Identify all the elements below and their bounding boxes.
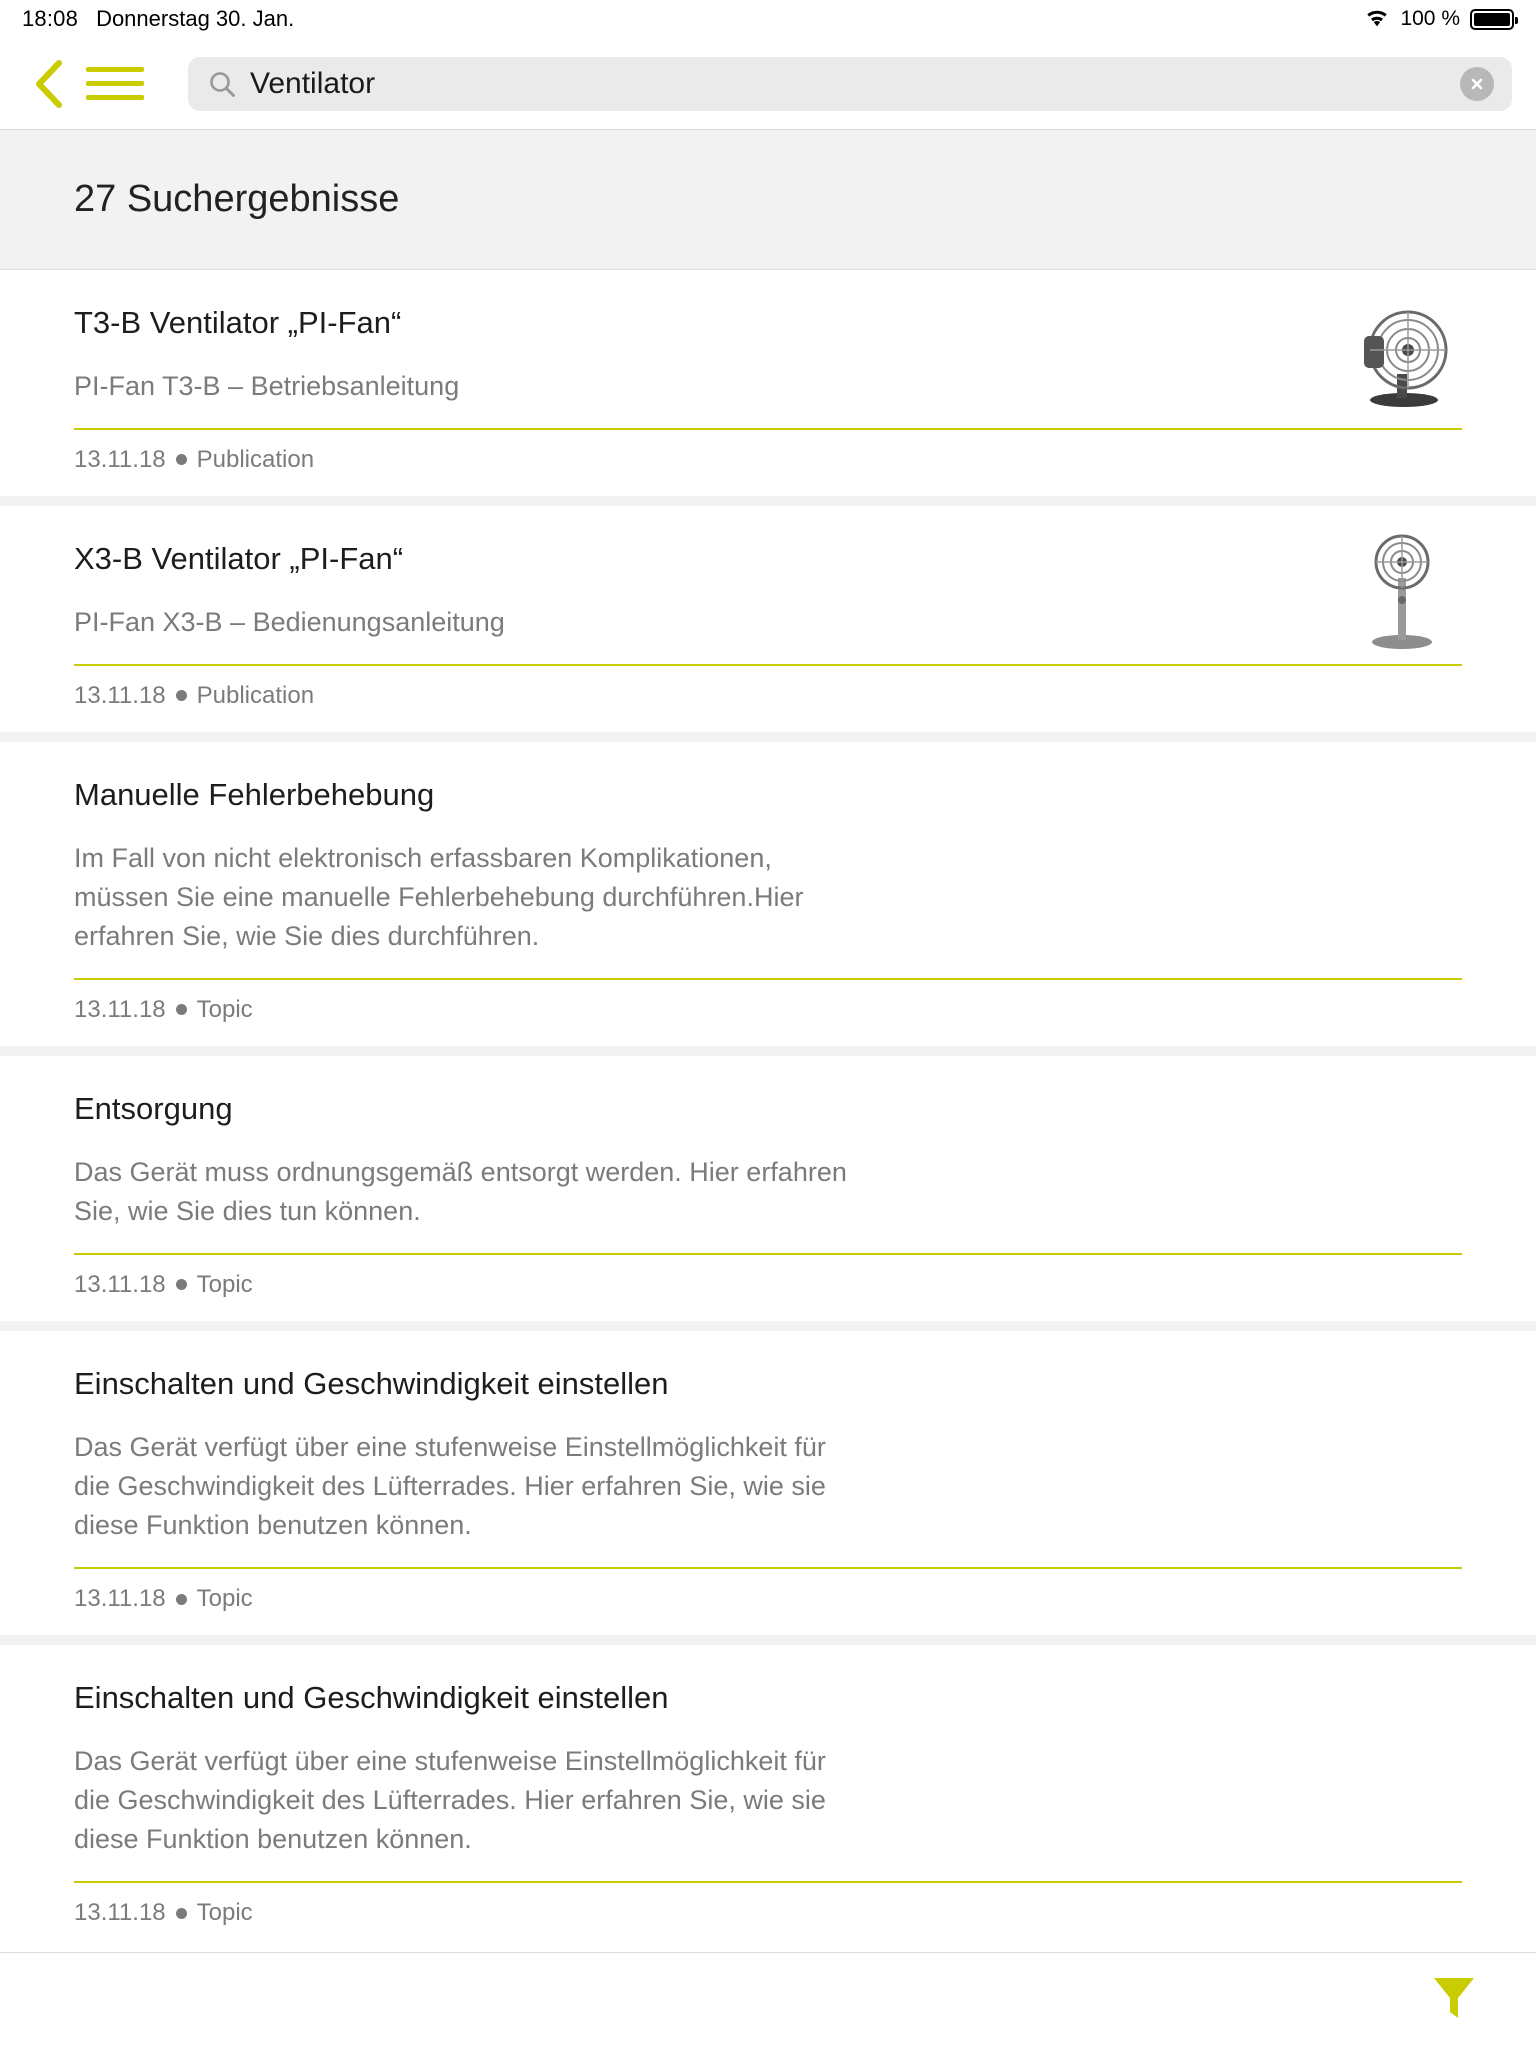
result-title: Manuelle Fehlerbehebung xyxy=(74,776,435,812)
search-field[interactable] xyxy=(188,57,1512,111)
hamburger-menu-button[interactable] xyxy=(86,54,158,114)
search-results-list xyxy=(0,270,1536,1949)
filter-button[interactable] xyxy=(1428,1975,1480,2027)
result-description: Das Gerät verfügt über eine stufenweise Einstellmöglichkeit für die Geschwindigkeit des Lüfterrades. Hier erfahren Sie, wie sie diese Funktion benutzen können. xyxy=(74,1745,826,1855)
results-count-label: 27 Suchergebnisse xyxy=(74,178,400,220)
search-input[interactable] xyxy=(236,67,1460,101)
table-fan-image xyxy=(1342,296,1462,416)
bottom-toolbar xyxy=(0,1952,1536,2048)
result-meta xyxy=(74,666,1462,732)
result-type: Publication xyxy=(196,445,315,473)
result-meta xyxy=(74,1569,1462,1635)
result-meta xyxy=(74,430,1462,496)
search-icon xyxy=(208,70,236,98)
result-type: Topic xyxy=(196,1585,253,1613)
meta-dot-icon xyxy=(176,1279,187,1290)
status-bar-left xyxy=(22,6,294,32)
result-date: 13.11.18 xyxy=(74,1270,166,1298)
result-meta xyxy=(74,1883,1462,1949)
result-title: Einschalten und Geschwindigkeit einstellen xyxy=(74,1680,669,1716)
result-date: 13.11.18 xyxy=(74,1899,166,1927)
battery-icon xyxy=(1470,9,1514,30)
result-description: PI-Fan T3-B – Betriebsanleitung xyxy=(74,370,460,401)
result-meta xyxy=(74,980,1462,1046)
result-description: Das Gerät muss ordnungsgemäß entsorgt werden. Hier erfahren Sie, wie Sie dies tun können. xyxy=(74,1156,847,1226)
result-date: 13.11.18 xyxy=(74,445,166,473)
battery-percent-label: 100 % xyxy=(1400,7,1460,30)
result-date: 13.11.18 xyxy=(74,995,166,1023)
clear-search-button[interactable] xyxy=(1460,67,1494,101)
search-toolbar xyxy=(0,38,1536,130)
result-type: Topic xyxy=(196,995,253,1023)
result-title: X3-B Ventilator „PI-Fan“ xyxy=(74,540,404,576)
results-header xyxy=(0,130,1536,270)
meta-dot-icon xyxy=(176,1594,187,1605)
result-date: 13.11.18 xyxy=(74,1585,166,1613)
filter-funnel-icon xyxy=(1431,1974,1477,2027)
result-description: Das Gerät verfügt über eine stufenweise Einstellmöglichkeit für die Geschwindigkeit des Lüfterrades. Hier erfahren Sie, wie sie diese Funktion benutzen können. xyxy=(74,1431,826,1541)
status-bar xyxy=(0,0,1536,38)
result-item[interactable] xyxy=(0,742,1536,1046)
back-button[interactable] xyxy=(26,54,72,114)
result-meta xyxy=(74,1255,1462,1321)
result-title: T3-B Ventilator „PI-Fan“ xyxy=(74,305,402,340)
result-item[interactable] xyxy=(0,506,1536,732)
result-description: PI-Fan X3-B – Bedienungsanleitung xyxy=(74,606,505,637)
status-date: Donnerstag 30. Jan. xyxy=(96,6,295,31)
hamburger-menu-icon xyxy=(86,67,144,72)
meta-dot-icon xyxy=(176,1004,187,1015)
result-item[interactable] xyxy=(0,1331,1536,1635)
status-bar-right xyxy=(1364,7,1514,31)
result-description: Im Fall von nicht elektronisch erfassbaren Komplikationen, müssen Sie eine manuelle Fehlerbehebung durchführen.Hier erfahren Sie, wie Sie dies durchführen. xyxy=(74,842,804,951)
result-item[interactable] xyxy=(0,1645,1536,1949)
status-time: 18:08 xyxy=(22,6,79,31)
meta-dot-icon xyxy=(176,1908,187,1919)
result-item[interactable] xyxy=(0,270,1536,496)
result-type: Publication xyxy=(196,681,315,709)
result-date: 13.11.18 xyxy=(74,681,166,709)
meta-dot-icon xyxy=(176,454,187,465)
pedestal-fan-image xyxy=(1342,532,1462,652)
result-title: Einschalten und Geschwindigkeit einstellen xyxy=(74,1365,669,1401)
result-type: Topic xyxy=(196,1899,253,1927)
clear-circle-icon xyxy=(1467,74,1487,94)
result-title: Entsorgung xyxy=(74,1090,233,1126)
chevron-left-icon xyxy=(32,58,66,110)
result-item[interactable] xyxy=(0,1056,1536,1321)
wifi-icon xyxy=(1364,9,1390,29)
result-type: Topic xyxy=(196,1270,253,1298)
meta-dot-icon xyxy=(176,690,187,701)
